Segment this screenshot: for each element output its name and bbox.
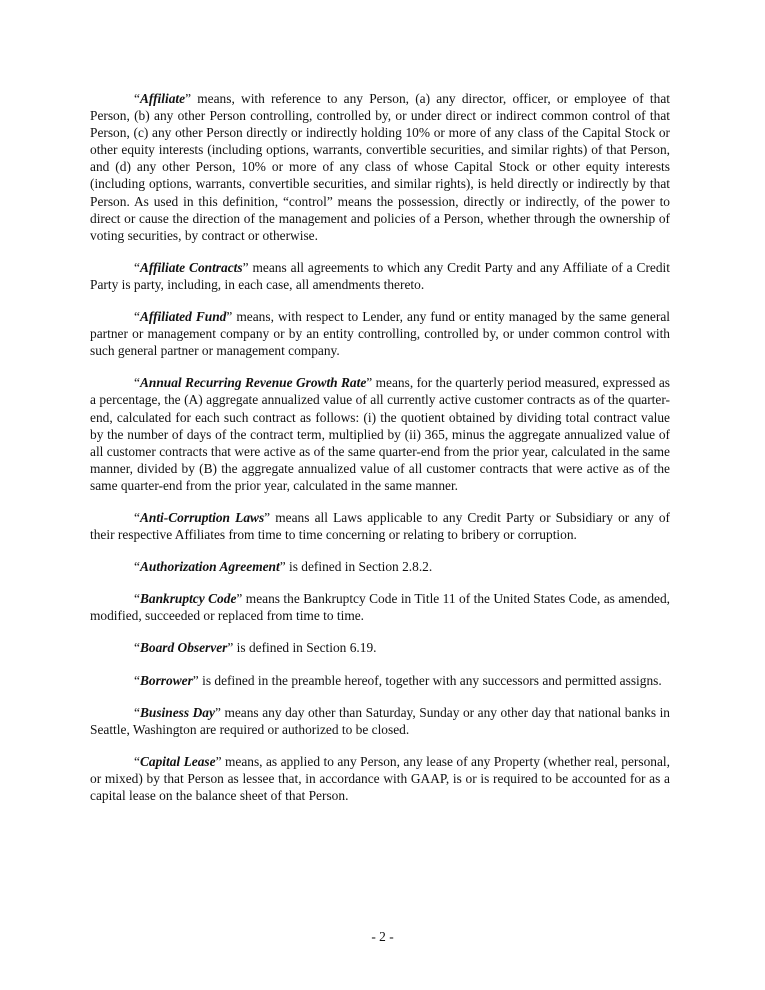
definition-board-observer: “Board Observer” is defined in Section 6.19. xyxy=(134,640,377,656)
defined-term: Board Observer xyxy=(139,640,228,656)
definition-capital-lease: “Capital Lease” means, as applied to any Person, any lease of any Property (whether real, personal, or mixed) by that Person as lessee that, in accordance with GAAP, is or is required to be accounted for as a capital lease on the balance sheet of that Person. xyxy=(90,753,670,803)
definition-bankruptcy-code: “Bankruptcy Code” means the Bankruptcy Code in Title 11 of the United States Code, as amended, modified, succeeded or replaced from time to time. xyxy=(90,591,671,624)
definition-text: means, with respect to Lender, any fund or entity managed by the same general partner or management company or by an entity controlling, controlled by, or under common control with such general partner or management company. xyxy=(90,309,670,359)
defined-term: Business Day xyxy=(139,704,215,720)
definition-text: is defined in Section 2.8.2. xyxy=(285,559,433,575)
definition-arr-growth-rate: “Annual Recurring Revenue Growth Rate” means, for the quarterly period measured, expressed as a percentage, the (A) aggregate annualized value of all currently active customer contracts as of the quarter-end, calculated for each such contract as follows: (i) the quotient obtained by dividing total contract value by the number of days of the contract term, multiplied by (ii) 365, minus the aggregate annualized value of all customer contracts that were active as of the same quarter-end from the prior year, calculated in the same manner, divided by (B) the aggregate annualized value of all customer contracts that were active as of the same quarter-end from the prior year, calculated in the same manner. xyxy=(90,375,670,493)
definition-business-day: “Business Day” means any day other than Saturday, Sunday or any other day that national banks in Seattle, Washington are required or authorized to be closed. xyxy=(90,704,670,737)
definition-text: is defined in Section 6.19. xyxy=(233,640,377,656)
definition-text: means all Laws applicable to any Credit Party or Subsidiary or any of their respective Affiliates from time to time concerning or relating to bribery or corruption. xyxy=(90,509,670,543)
defined-term: Bankruptcy Code xyxy=(139,591,237,607)
definition-text: means, for the quarterly period measured, expressed as a percentage, the (A) aggregate annualized value of all currently active customer contracts as of the quarter-end, calculated for each such contract as follows: (i) the quotient obtained by dividing total contract value by the number of days of the contract term, multiplied by (ii) 365, minus the aggregate annualized value of all customer contracts that were active as of the same quarter-end from the prior year, calculated in the same manner, divided by (B) the aggregate annualized value of all customer contracts that were active as of the same quarter-end from the prior year, calculated in the same manner. xyxy=(90,375,670,493)
page-number: - 2 - xyxy=(371,929,394,944)
defined-term: Authorization Agreement xyxy=(139,559,280,575)
defined-term: Affiliate xyxy=(139,91,186,106)
definition-affiliated-fund: “Affiliated Fund” means, with respect to Lender, any fund or entity managed by the same general partner or management company or by an entity controlling, controlled by, or under common control with such general partner or management company. xyxy=(90,309,670,359)
definition-affiliate-contracts: “Affiliate Contracts” means all agreements to which any Credit Party and any Affiliate of a Credit Party is party, including, in each case, all amendments thereto. xyxy=(90,259,670,292)
definition-text: means the Bankruptcy Code in Title 11 of the United States Code, as amended, modified, succeeded or replaced from time to time. xyxy=(90,591,671,624)
definition-text: is defined in the preamble hereof, together with any successors and permitted assigns. xyxy=(198,672,662,688)
definition-text: means, as applied to any Person, any lease of any Property (whether real, personal, or mixed) by that Person as lessee that, in accordance with GAAP, is or is required to be accounted for as a capital lease on the balance sheet of that Person. xyxy=(90,753,670,803)
defined-term: Anti-Corruption Laws xyxy=(139,509,265,525)
defined-term: Capital Lease xyxy=(139,753,216,769)
defined-term: Annual Recurring Revenue Growth Rate xyxy=(139,375,367,391)
defined-term: Borrower xyxy=(139,672,193,688)
definition-affiliate: “Affiliate” means, with reference to any Person, (a) any director, officer, or employee of that Person, (b) any other Person controlling, controlled by, or under direct or indirect common control of that Person, (c) any other Person directly or indirectly holding 10% or more of any class of the Capital Stock or other equity interests (including options, warrants, convertible securities, and similar rights) of that Person, and (d) any other Person, 10% or more of any class of whose Capital Stock or other equity interests (including options, warrants, convertible securities, and similar rights), is held directly or indirectly by that Person. As used in this definition, “control” means the possession, directly or indirectly, of the power to direct or cause the direction of the management and policies of a Person, whether through the ownership of voting securities, by contract or otherwise. xyxy=(90,91,670,243)
definition-text: means any day other than Saturday, Sunday or any other day that national banks in Seattle, Washington are required or authorized to be closed. xyxy=(90,704,670,737)
document-page xyxy=(90,90,670,819)
defined-term: Affiliated Fund xyxy=(139,309,227,325)
defined-term: Affiliate Contracts xyxy=(139,259,243,275)
definition-borrower: “Borrower” is defined in the preamble hereof, together with any successors and permitted assigns. xyxy=(134,672,662,688)
definition-authorization-agreement: “Authorization Agreement” is defined in Section 2.8.2. xyxy=(134,559,433,575)
definition-text: means, with reference to any Person, (a) any director, officer, or employee of that Person, (b) any other Person controlling, controlled by, or under direct or indirect common control of that Person, (c) any other Person directly or indirectly holding 10% or more of any class of the Capital Stock or other equity interests (including options, warrants, convertible securities, and similar rights) of that Person, and (d) any other Person, 10% or more of any class of whose Capital Stock or other equity interests (including options, warrants, convertible securities, and similar rights), is held directly or indirectly by that Person. As used in this definition, “control” means the possession, directly or indirectly, of the power to direct or cause the direction of the management and policies of a Person, whether through the ownership of voting securities, by contract or otherwise. xyxy=(90,91,670,243)
definition-anti-corruption-laws: “Anti-Corruption Laws” means all Laws applicable to any Credit Party or Subsidiary or any of their respective Affiliates from time to time concerning or relating to bribery or corruption. xyxy=(90,509,670,543)
definition-text: means all agreements to which any Credit Party and any Affiliate of a Credit Party is party, including, in each case, all amendments thereto. xyxy=(90,259,670,292)
